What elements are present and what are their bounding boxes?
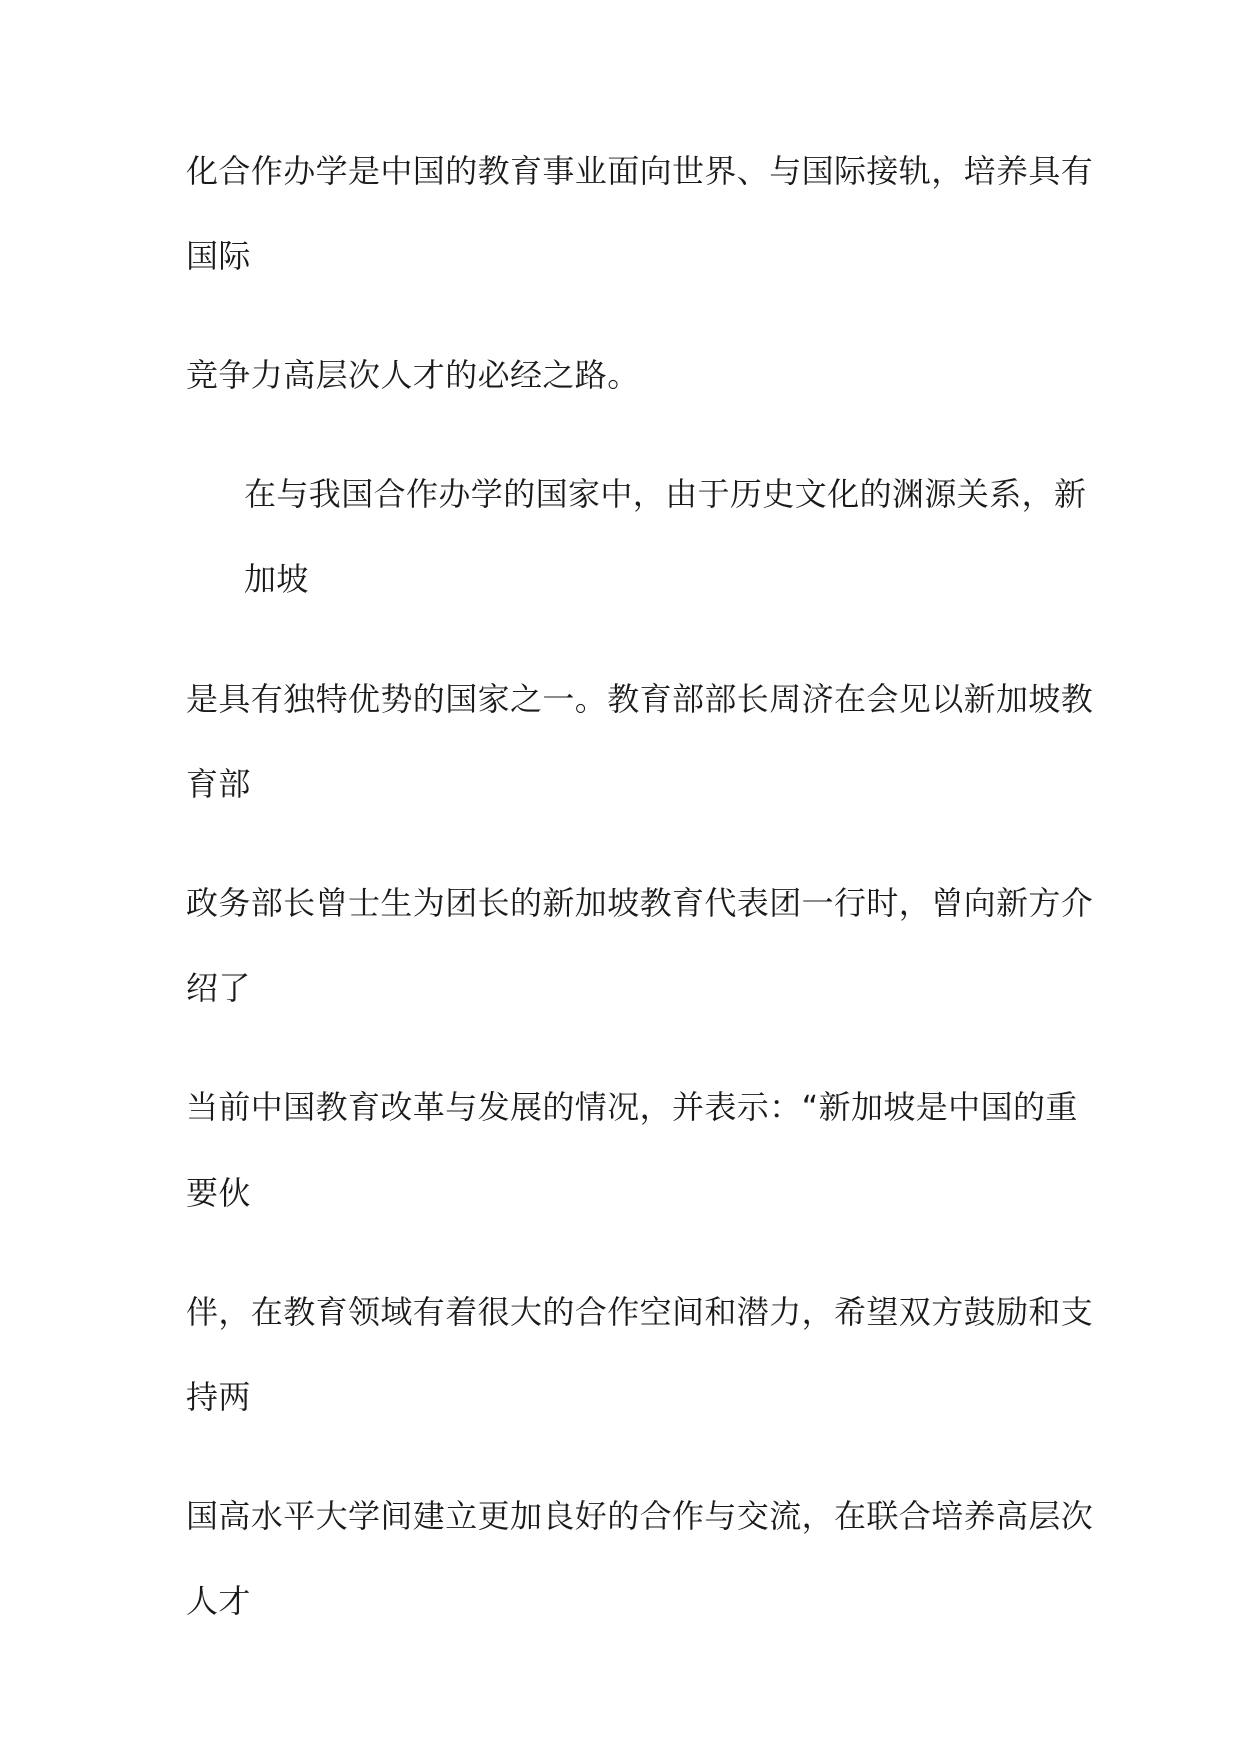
text-line: 是具有独特优势的国家之一。教育部部长周济在会见以新加坡教: [186, 680, 1094, 718]
text-line: 伴，在教育领域有着很大的合作空间和潜力，希望双方鼓励和支: [186, 1293, 1094, 1331]
text-line: 育部: [186, 765, 251, 803]
text-line: 绍了: [186, 969, 251, 1007]
text-line: 当前中国教育改革与发展的情况，并表示：“新加坡是中国的重: [186, 1088, 1078, 1126]
text-line: 国高水平大学间建立更加良好的合作与交流，在联合培养高层次: [186, 1497, 1094, 1535]
text-line: 政务部长曾士生为团长的新加坡教育代表团一行时，曾向新方介: [186, 884, 1094, 922]
text-line: 人才: [186, 1582, 251, 1620]
text-line: 国际: [186, 237, 251, 275]
text-line: 竞争力高层次人才的必经之路。: [186, 356, 640, 394]
text-line: 在与我国合作办学的国家中，由于历史文化的渊源关系，新: [244, 475, 1087, 513]
text-line: 加坡: [244, 560, 309, 598]
text-line: 要伙: [186, 1174, 251, 1212]
text-line: 化合作办学是中国的教育事业面向世界、与国际接轨，培养具有: [186, 152, 1094, 190]
text-line: 持两: [186, 1378, 251, 1416]
